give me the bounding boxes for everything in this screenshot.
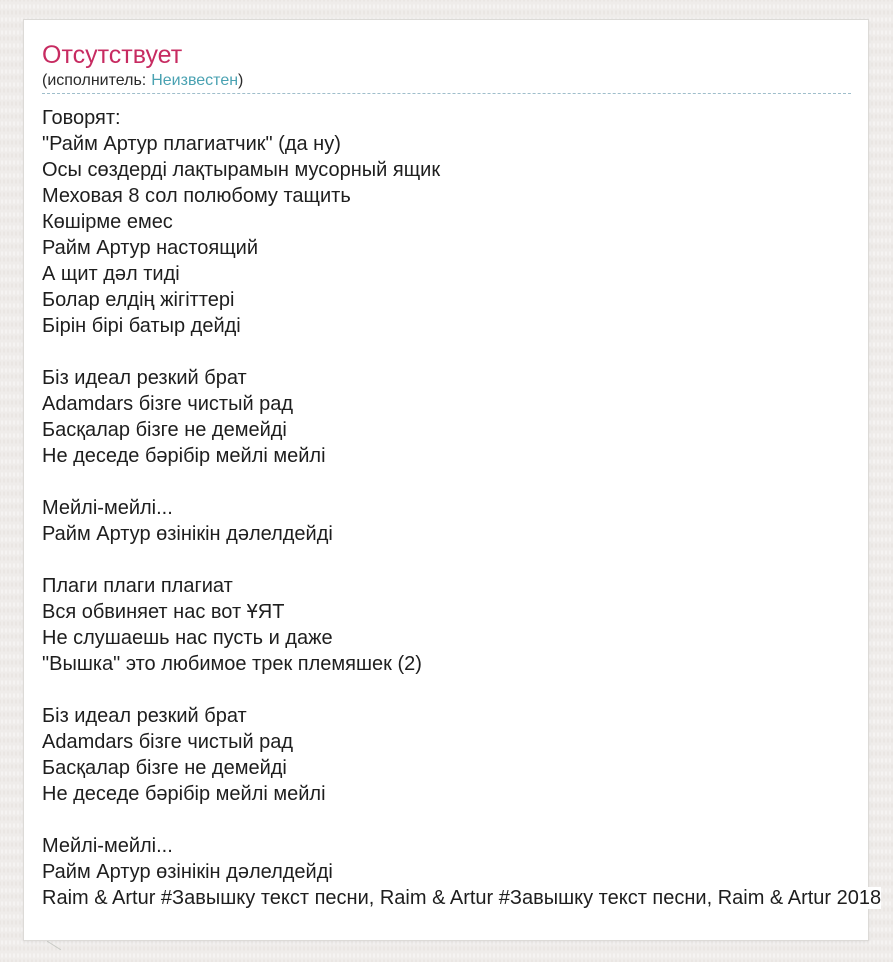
- lyric-line-text: Меховая 8 сол полюбому тащить: [42, 185, 351, 207]
- lyric-line: [42, 105, 851, 131]
- lyric-line: [42, 209, 851, 235]
- lyric-line-text: Вся обвиняет нас вот ҰЯТ: [42, 601, 285, 623]
- artist-label: (исполнитель:: [42, 72, 147, 89]
- lyric-line-text: Raim & Artur #Завышку текст песни, Raim & Artur #Завышку текст песни, Raim & Artur 2018: [42, 887, 882, 909]
- lyric-line-text: Басқалар бізге не демейді: [42, 757, 287, 779]
- lyric-line-text: Не деседе бәрібір мейлі мейлі: [42, 783, 326, 805]
- lyric-line-text: А щит дәл тиді: [42, 263, 180, 285]
- lyric-line: [42, 157, 851, 183]
- lyric-line-text: Осы сөздерді лақтырамын мусорный ящик: [42, 159, 441, 181]
- lyric-line-text: Говорят:: [42, 107, 121, 129]
- lyric-line: [42, 807, 851, 833]
- lyric-line: [42, 833, 851, 859]
- lyric-line: [42, 859, 851, 885]
- lyric-line: [42, 443, 851, 469]
- lyric-line-text: Райм Артур өзінікін дәлелдейді: [42, 523, 333, 545]
- lyric-line-text: "Райм Артур плагиатчик" (да ну): [42, 133, 341, 155]
- lyric-line: [42, 261, 851, 287]
- lyric-line-text: Райм Артур өзінікін дәлелдейді: [42, 861, 333, 883]
- lyric-line: [42, 755, 851, 781]
- lyric-line-text: Басқалар бізге не демейді: [42, 419, 287, 441]
- lyrics-card: [23, 19, 882, 941]
- artist-line: [42, 71, 851, 94]
- lyric-line-text: "Вышка" это любимое трек племяшек (2): [42, 653, 422, 675]
- lyric-line: [42, 183, 851, 209]
- lyric-line: [42, 703, 851, 729]
- lyric-line: [42, 391, 851, 417]
- lyric-line: [42, 781, 851, 807]
- lyric-line: [42, 677, 851, 703]
- lyric-line: [42, 625, 851, 651]
- lyric-line: [42, 521, 851, 547]
- lyric-line-text: Көшірме емес: [42, 211, 173, 233]
- lyric-line-text: Мейлі-мейлі...: [42, 497, 173, 519]
- lyric-line: [42, 287, 851, 313]
- lyric-line: [42, 131, 851, 157]
- lyric-line-text: Біз идеал резкий брат: [42, 367, 247, 389]
- lyric-line: [42, 469, 851, 495]
- lyric-line-text: Бірін бірі батыр дейді: [42, 315, 241, 337]
- lyric-line-text: Не деседе бәрібір мейлі мейлі: [42, 445, 326, 467]
- lyric-line: [42, 573, 851, 599]
- lyrics-text: [42, 105, 882, 911]
- lyric-line: [42, 547, 851, 573]
- lyric-line: [42, 365, 851, 391]
- lyric-line-text: Болар елдің жігіттері: [42, 289, 235, 311]
- lyric-line-text: Мейлі-мейлі...: [42, 835, 173, 857]
- lyric-line: [42, 339, 851, 365]
- lyric-line: [42, 235, 851, 261]
- artist-label-close-paren: ): [238, 72, 244, 89]
- lyric-line: [42, 417, 851, 443]
- lyric-line: [42, 599, 851, 625]
- lyric-line: [42, 495, 851, 521]
- lyric-line-text: Біз идеал резкий брат: [42, 705, 247, 727]
- lyric-line: [42, 651, 851, 677]
- lyric-line-text: Adamdars бізге чистый рад: [42, 731, 294, 753]
- lyric-line-text: Плаги плаги плагиат: [42, 575, 233, 597]
- song-title: Отсутствует: [42, 41, 183, 69]
- artist-link[interactable]: Неизвестен: [151, 72, 239, 89]
- lyric-line-text: Райм Артур настоящий: [42, 237, 258, 259]
- lyric-line: [42, 885, 882, 911]
- lyric-line: [42, 313, 851, 339]
- lyric-line: [42, 729, 851, 755]
- lyric-line-text: Не слушаешь нас пусть и даже: [42, 627, 333, 649]
- lyric-line-text: Adamdars бізге чистый рад: [42, 393, 294, 415]
